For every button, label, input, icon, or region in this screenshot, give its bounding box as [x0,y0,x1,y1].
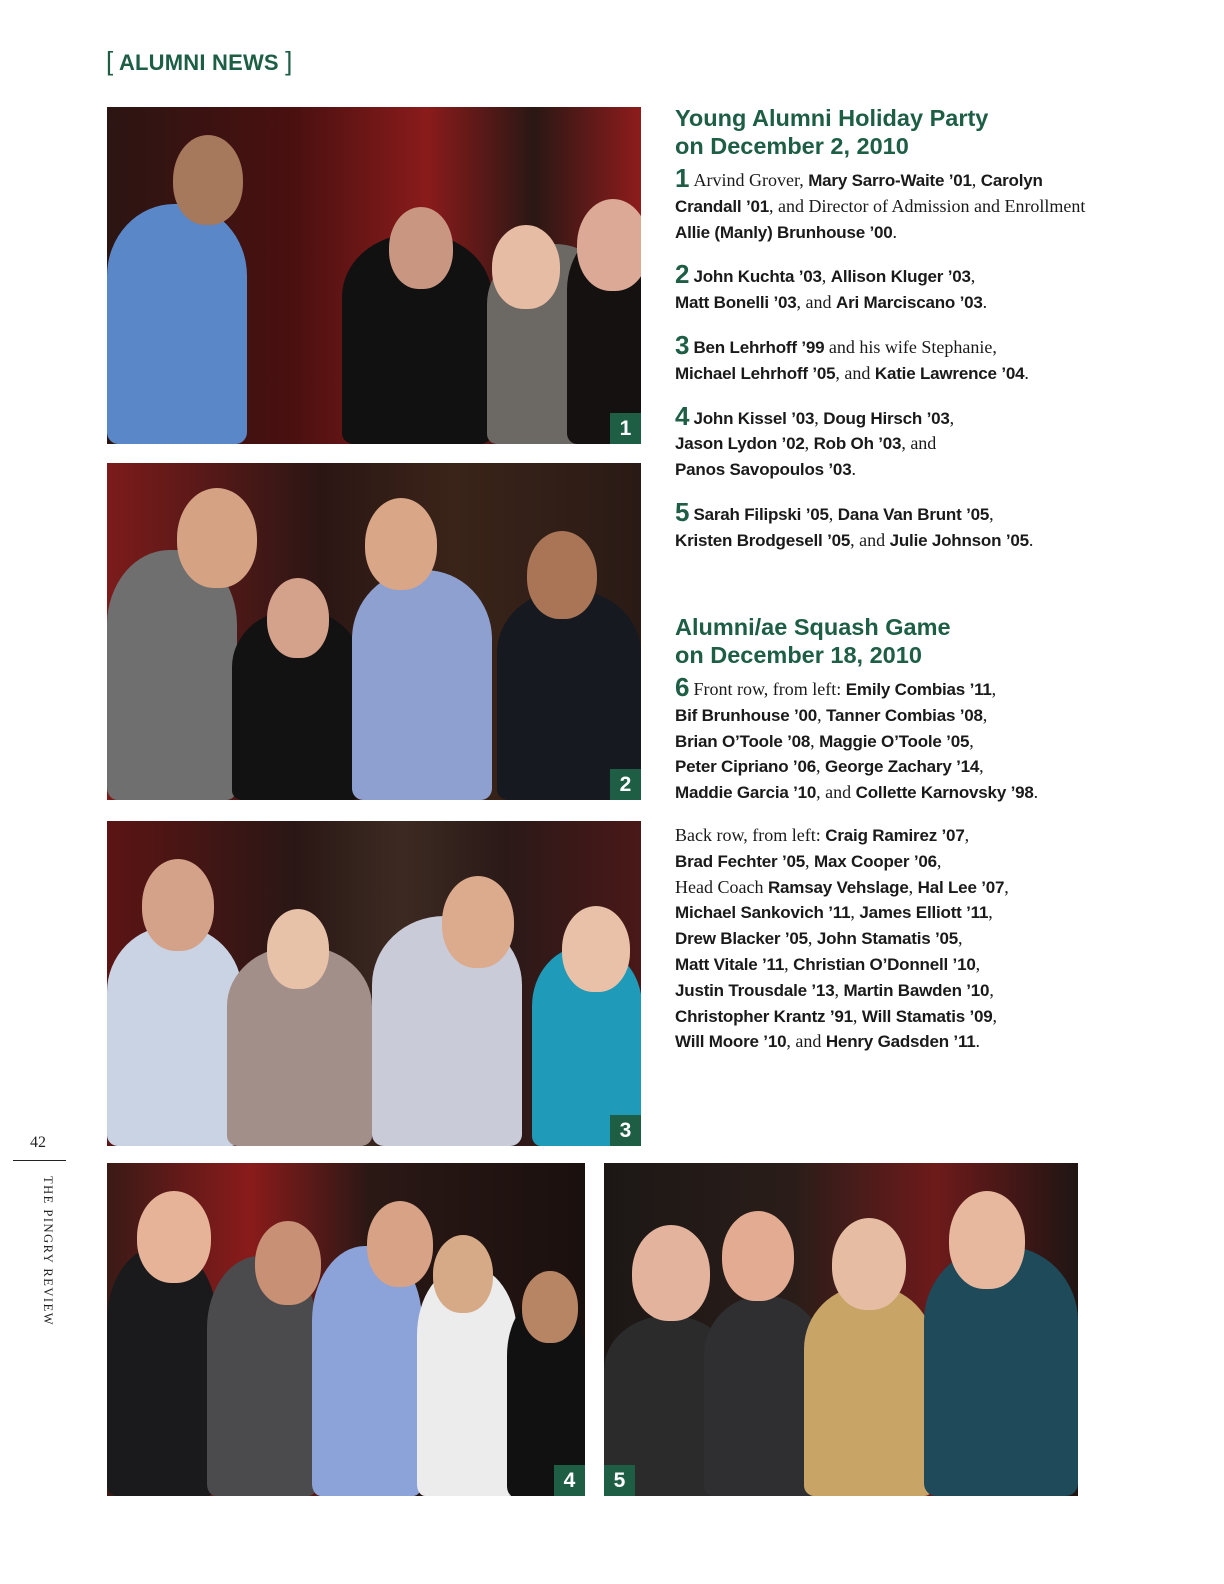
squash-date: on December 18, 2010 [675,642,922,668]
caption-entry: Back row, from left: Craig Ramirez ’07, Brad Fechter ’05, Max Cooper ’06, Head Coach Ramsay Vehslage, Hal Lee ’07, Michael Sankovich ’11, James Elliott ’11, Drew Blacker ’05, John Stamatis ’05, Matt Vitale ’11, Christian O’Donnell ’10, Justin Trousdale ’13, Martin Bawden ’10, Christopher Krantz ’91, Will Stamatis ’09, Will Moore ’10, and Henry Gadsden ’11. [675,824,1009,1052]
close-bracket: ] [285,46,293,76]
alumni-name: Sarah Filipski ’05 [693,504,829,524]
alumni-name: Drew Blacker ’05 [675,929,808,949]
alumni-name: Maggie O’Toole ’05 [819,731,970,751]
squash-section [675,613,1095,1055]
alumni-name: Allie (Manly) Brunhouse ’00 [675,222,893,242]
alumni-name: Peter Cipriano ’06 [675,757,816,777]
alumni-name: Henry Gadsden ’11 [825,1032,976,1052]
photo-2 [107,463,641,800]
alumni-name: Christopher Krantz ’91 [675,1006,853,1026]
alumni-name: Ari Marciscano ’03 [836,293,983,313]
alumni-name: Maddie Garcia ’10 [675,783,817,803]
caption-number: 3 [675,329,690,360]
caption-entry: 4 John Kissel ’03, Doug Hirsch ’03, Jason Lydon ’02, Rob Oh ’03, and Panos Savopoulos ’03. [675,400,955,480]
photo-number: 5 [604,1465,635,1496]
photo-4 [107,1163,585,1496]
caption-entry: 5 Sarah Filipski ’05, Dana Van Brunt ’05, Kristen Brodgesell ’05, and Julie Johnson ’05. [675,496,1034,550]
alumni-name: Doug Hirsch ’03 [823,408,950,428]
alumni-name: Katie Lawrence ’04 [874,363,1025,383]
alumni-name: Jason Lydon ’02 [675,434,805,454]
alumni-name: Bif Brunhouse ’00 [675,705,818,725]
alumni-name: Christian O’Donnell ’10 [793,954,976,974]
caption-entry: 3 Ben Lehrhoff ’99 and his wife Stephanie, Michael Lehrhoff ’05, and Katie Lawrence ’04. [675,329,1029,383]
alumni-name: Matt Vitale ’11 [675,954,785,974]
party-section [675,104,1095,554]
caption-number: 5 [675,496,690,527]
caption-number: 6 [675,672,690,702]
alumni-name: George Zachary ’14 [824,757,980,777]
party-captions [675,163,1095,554]
party-date: on December 2, 2010 [675,133,909,159]
alumni-name: John Kissel ’03 [693,408,815,428]
alumni-name: James Elliott ’11 [859,903,989,923]
squash-title: Alumni/ae Squash Game [675,614,951,640]
alumni-name: Rob Oh ’03 [813,434,902,454]
alumni-name: Mary Sarro-Waite ’01 [808,171,972,190]
squash-captions [675,672,1095,1055]
photo-number: 2 [610,769,641,800]
alumni-name: Brian O’Toole ’08 [675,731,811,751]
alumni-name: Panos Savopoulos ’03 [675,460,852,480]
photo-number: 1 [610,413,641,444]
alumni-name: Craig Ramirez ’07 [825,825,965,845]
squash-heading [675,613,1095,669]
caption-entry: 2 John Kuchta ’03, Allison Kluger ’03, Matt Bonelli ’03, and Ari Marciscano ’03. [675,259,988,313]
alumni-name: Kristen Brodgesell ’05 [675,530,851,550]
photo-3 [107,821,641,1146]
caption-entry: 1 Arvind Grover, Mary Sarro-Waite ’01, Carolyn Crandall ’01, and Director of Admission and Enrollment Allie (Manly) Brunhouse ’00. [675,163,1086,242]
alumni-name: Michael Sankovich ’11 [675,903,851,923]
alumni-name: Martin Bawden ’10 [843,980,990,1000]
page-number: 42 [30,1134,46,1151]
photo-number: 4 [554,1465,585,1496]
caption-number: 2 [675,259,690,290]
alumni-name: Justin Trousdale ’13 [675,980,835,1000]
alumni-name: Dana Van Brunt ’05 [837,504,990,524]
caption-number: 1 [675,163,690,193]
alumni-name: Emily Combias ’11 [845,680,992,699]
section-label: ALUMNI NEWS [118,50,279,75]
alumni-name: Michael Lehrhoff ’05 [675,363,836,383]
caption-entry: 6 Front row, from left: Emily Combias ’11, Bif Brunhouse ’00, Tanner Combias ’08, Brian O’Toole ’08, Maggie O’Toole ’05, Peter Cipriano ’06, George Zachary ’14, Maddie Garcia ’10, and Collette Karnovsky ’98. [675,672,1039,803]
alumni-name: Will Moore ’10 [675,1032,787,1052]
photo-1 [107,107,641,444]
photo-5 [604,1163,1078,1496]
alumni-name: Matt Bonelli ’03 [675,293,797,313]
alumni-name: Hal Lee ’07 [917,877,1005,897]
alumni-name: Ben Lehrhoff ’99 [693,337,825,357]
party-title: Young Alumni Holiday Party [675,105,989,131]
alumni-name: John Stamatis ’05 [816,929,959,949]
alumni-name: Julie Johnson ’05 [889,530,1029,550]
photo-number: 3 [610,1115,641,1146]
alumni-name: Allison Kluger ’03 [830,267,971,287]
open-bracket: [ [106,46,114,76]
alumni-name: Tanner Combias ’08 [826,705,983,725]
caption-number: 4 [675,400,690,431]
section-tag [106,46,293,77]
folio-divider [13,1160,66,1161]
alumni-name: John Kuchta ’03 [693,267,822,287]
alumni-name: Carolyn Crandall ’01 [675,171,1043,216]
party-heading [675,104,1095,160]
alumni-name: Will Stamatis ’09 [861,1006,993,1026]
alumni-name: Brad Fechter ’05 [675,851,806,871]
alumni-name: Ramsay Vehslage [767,877,909,897]
alumni-name: Max Cooper ’06 [814,851,937,871]
alumni-name: Collette Karnovsky ’98 [855,783,1034,803]
publication-name: THE PINGRY REVIEW [41,1176,55,1327]
